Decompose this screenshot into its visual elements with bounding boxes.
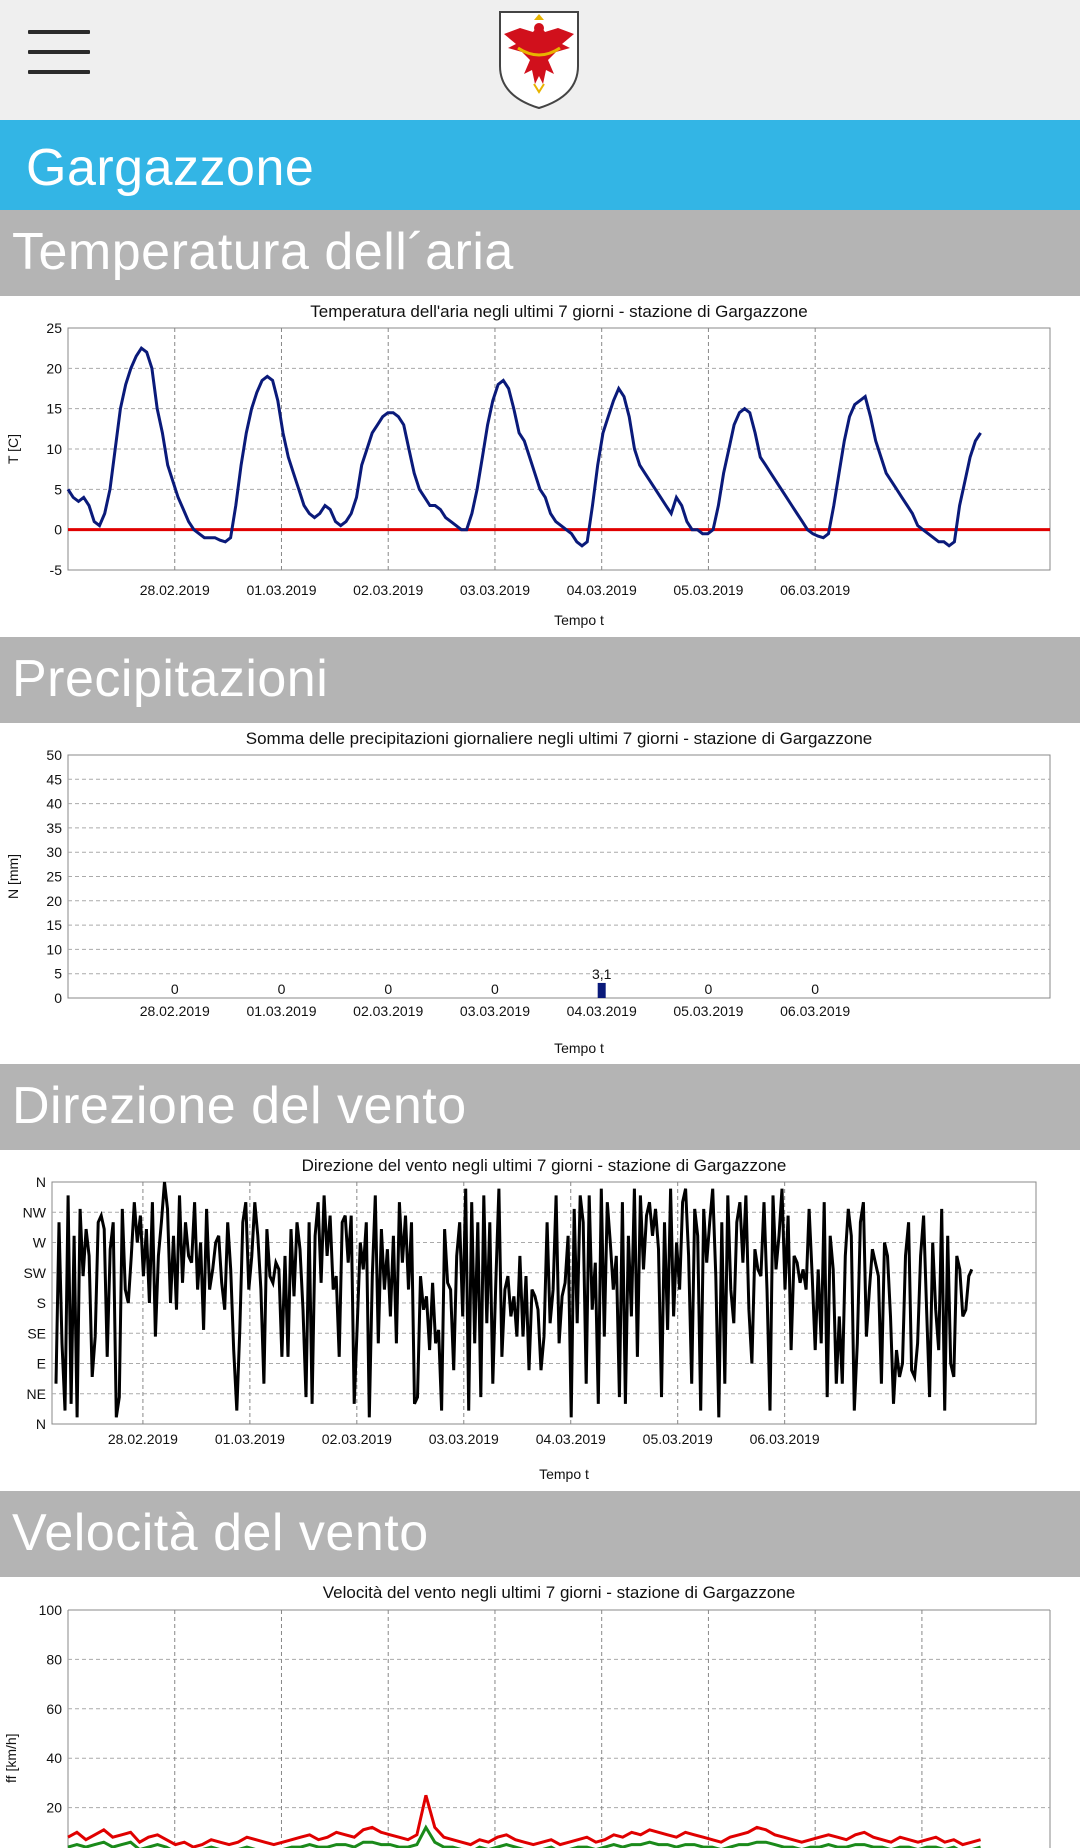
y-tick-label: 80 [46, 1651, 62, 1668]
temperature-section-label: Temperatura dell´aria [12, 223, 514, 281]
y-tick-label: S [36, 1295, 46, 1311]
y-axis-label: T [C] [5, 433, 21, 465]
y-tick-label: 25 [46, 868, 62, 885]
wind-direction-section-header [0, 1064, 1080, 1150]
wind-speed-chart [0, 1577, 1080, 1848]
bar-value-label: 0 [277, 981, 286, 997]
y-tick-label: 60 [46, 1700, 62, 1717]
x-tick-label: 01.03.2019 [246, 1003, 317, 1019]
temperature-section-header [0, 210, 1080, 296]
temperature-series-line [68, 348, 981, 546]
chart-title: Direzione del vento negli ultimi 7 giorni - stazione di Gargazzone [301, 1156, 787, 1175]
x-tick-label: 01.03.2019 [214, 1431, 285, 1447]
precip-bar [598, 983, 606, 998]
precipitation-section-label: Precipitazioni [12, 650, 329, 708]
x-tick-label: 04.03.2019 [566, 582, 637, 598]
x-axis-label: Tempo t [554, 1040, 604, 1056]
x-tick-label: 02.03.2019 [353, 1003, 424, 1019]
y-tick-label: 0 [54, 521, 62, 538]
wind-direction-section-label: Direzione del vento [12, 1077, 467, 1135]
y-tick-label: NE [26, 1385, 46, 1402]
x-tick-label: 05.03.2019 [673, 582, 744, 598]
y-tick-label: 15 [46, 917, 62, 934]
y-tick-label: 20 [46, 360, 62, 377]
y-tick-label: 40 [46, 1750, 62, 1767]
chart-title: Somma delle precipitazioni giornaliere negli ultimi 7 giorni - stazione di Gargazzone [245, 729, 873, 748]
wind-speed-section-label: Velocità del vento [12, 1504, 429, 1562]
y-tick-label: -5 [49, 562, 62, 578]
wind-direction-chart [0, 1150, 1080, 1490]
x-tick-label: 06.03.2019 [780, 582, 851, 598]
y-tick-label: 50 [46, 747, 62, 763]
y-tick-label: 5 [54, 481, 62, 498]
x-axis-label: Tempo t [539, 1466, 589, 1482]
x-tick-label: 01.03.2019 [246, 582, 317, 598]
x-tick-label: 06.03.2019 [749, 1431, 820, 1447]
x-tick-label: 28.02.2019 [139, 582, 210, 598]
temperature-chart [0, 296, 1080, 636]
y-tick-label: W [32, 1234, 46, 1251]
y-tick-label: 25 [46, 320, 62, 336]
x-axis-label: Tempo t [554, 612, 604, 628]
x-tick-label: 28.02.2019 [107, 1431, 178, 1447]
bar-value-label: 0 [170, 981, 179, 997]
station-name: Gargazzone [26, 139, 315, 197]
x-tick-label: 04.03.2019 [566, 1003, 637, 1019]
y-tick-label: 15 [46, 400, 62, 417]
y-tick-label: 0 [54, 990, 62, 1006]
x-tick-label: 06.03.2019 [780, 1003, 851, 1019]
y-tick-label: 100 [38, 1602, 62, 1618]
y-tick-label: N [35, 1416, 46, 1432]
y-tick-label: 40 [46, 795, 62, 812]
wind-gust-series-line [68, 1795, 981, 1847]
bar-value-label: 0 [811, 981, 820, 997]
y-tick-label: E [36, 1355, 46, 1372]
x-tick-label: 04.03.2019 [535, 1431, 606, 1447]
precipitation-chart [0, 723, 1080, 1063]
bar-value-label: 0 [491, 981, 499, 997]
y-tick-label: SE [27, 1325, 46, 1342]
y-tick-label: 30 [46, 844, 62, 861]
y-tick-label: N [35, 1174, 46, 1190]
chart-title: Velocità del vento negli ultimi 7 giorni - stazione di Gargazzone [322, 1583, 796, 1602]
y-tick-label: 5 [54, 965, 62, 982]
y-tick-label: NW [22, 1204, 46, 1221]
bar-value-label: 0 [384, 981, 393, 997]
precipitation-section-header [0, 637, 1080, 723]
hamburger-menu-icon[interactable] [24, 28, 96, 88]
wind-direction-series-line [56, 1182, 972, 1417]
x-tick-label: 05.03.2019 [642, 1431, 713, 1447]
chart-title: Temperatura dell'aria negli ultimi 7 giorni - stazione di Gargazzone [310, 302, 808, 321]
y-tick-label: 10 [46, 941, 62, 958]
y-axis-label: ff [km/h] [3, 1733, 19, 1783]
x-tick-label: 03.03.2019 [428, 1431, 499, 1447]
bar-value-label: 3,1 [591, 965, 612, 982]
top-app-bar [0, 0, 1080, 120]
x-tick-label: 02.03.2019 [321, 1431, 392, 1447]
wind-speed-section-header [0, 1491, 1080, 1577]
y-tick-label: 10 [46, 441, 62, 457]
y-tick-label: 20 [46, 892, 62, 909]
y-tick-label: SW [23, 1264, 46, 1281]
x-tick-label: 03.03.2019 [459, 582, 530, 598]
x-tick-label: 03.03.2019 [459, 1003, 530, 1019]
coat-of-arms-logo [496, 8, 582, 110]
x-tick-label: 28.02.2019 [139, 1003, 210, 1019]
y-tick-label: 35 [46, 819, 62, 836]
x-tick-label: 05.03.2019 [673, 1003, 744, 1019]
y-tick-label: 20 [46, 1799, 62, 1816]
station-title-bar [0, 120, 1080, 210]
y-axis-label: N [mm] [5, 853, 21, 900]
y-tick-label: 45 [46, 771, 62, 788]
bar-value-label: 0 [704, 981, 713, 997]
x-tick-label: 02.03.2019 [353, 582, 424, 598]
